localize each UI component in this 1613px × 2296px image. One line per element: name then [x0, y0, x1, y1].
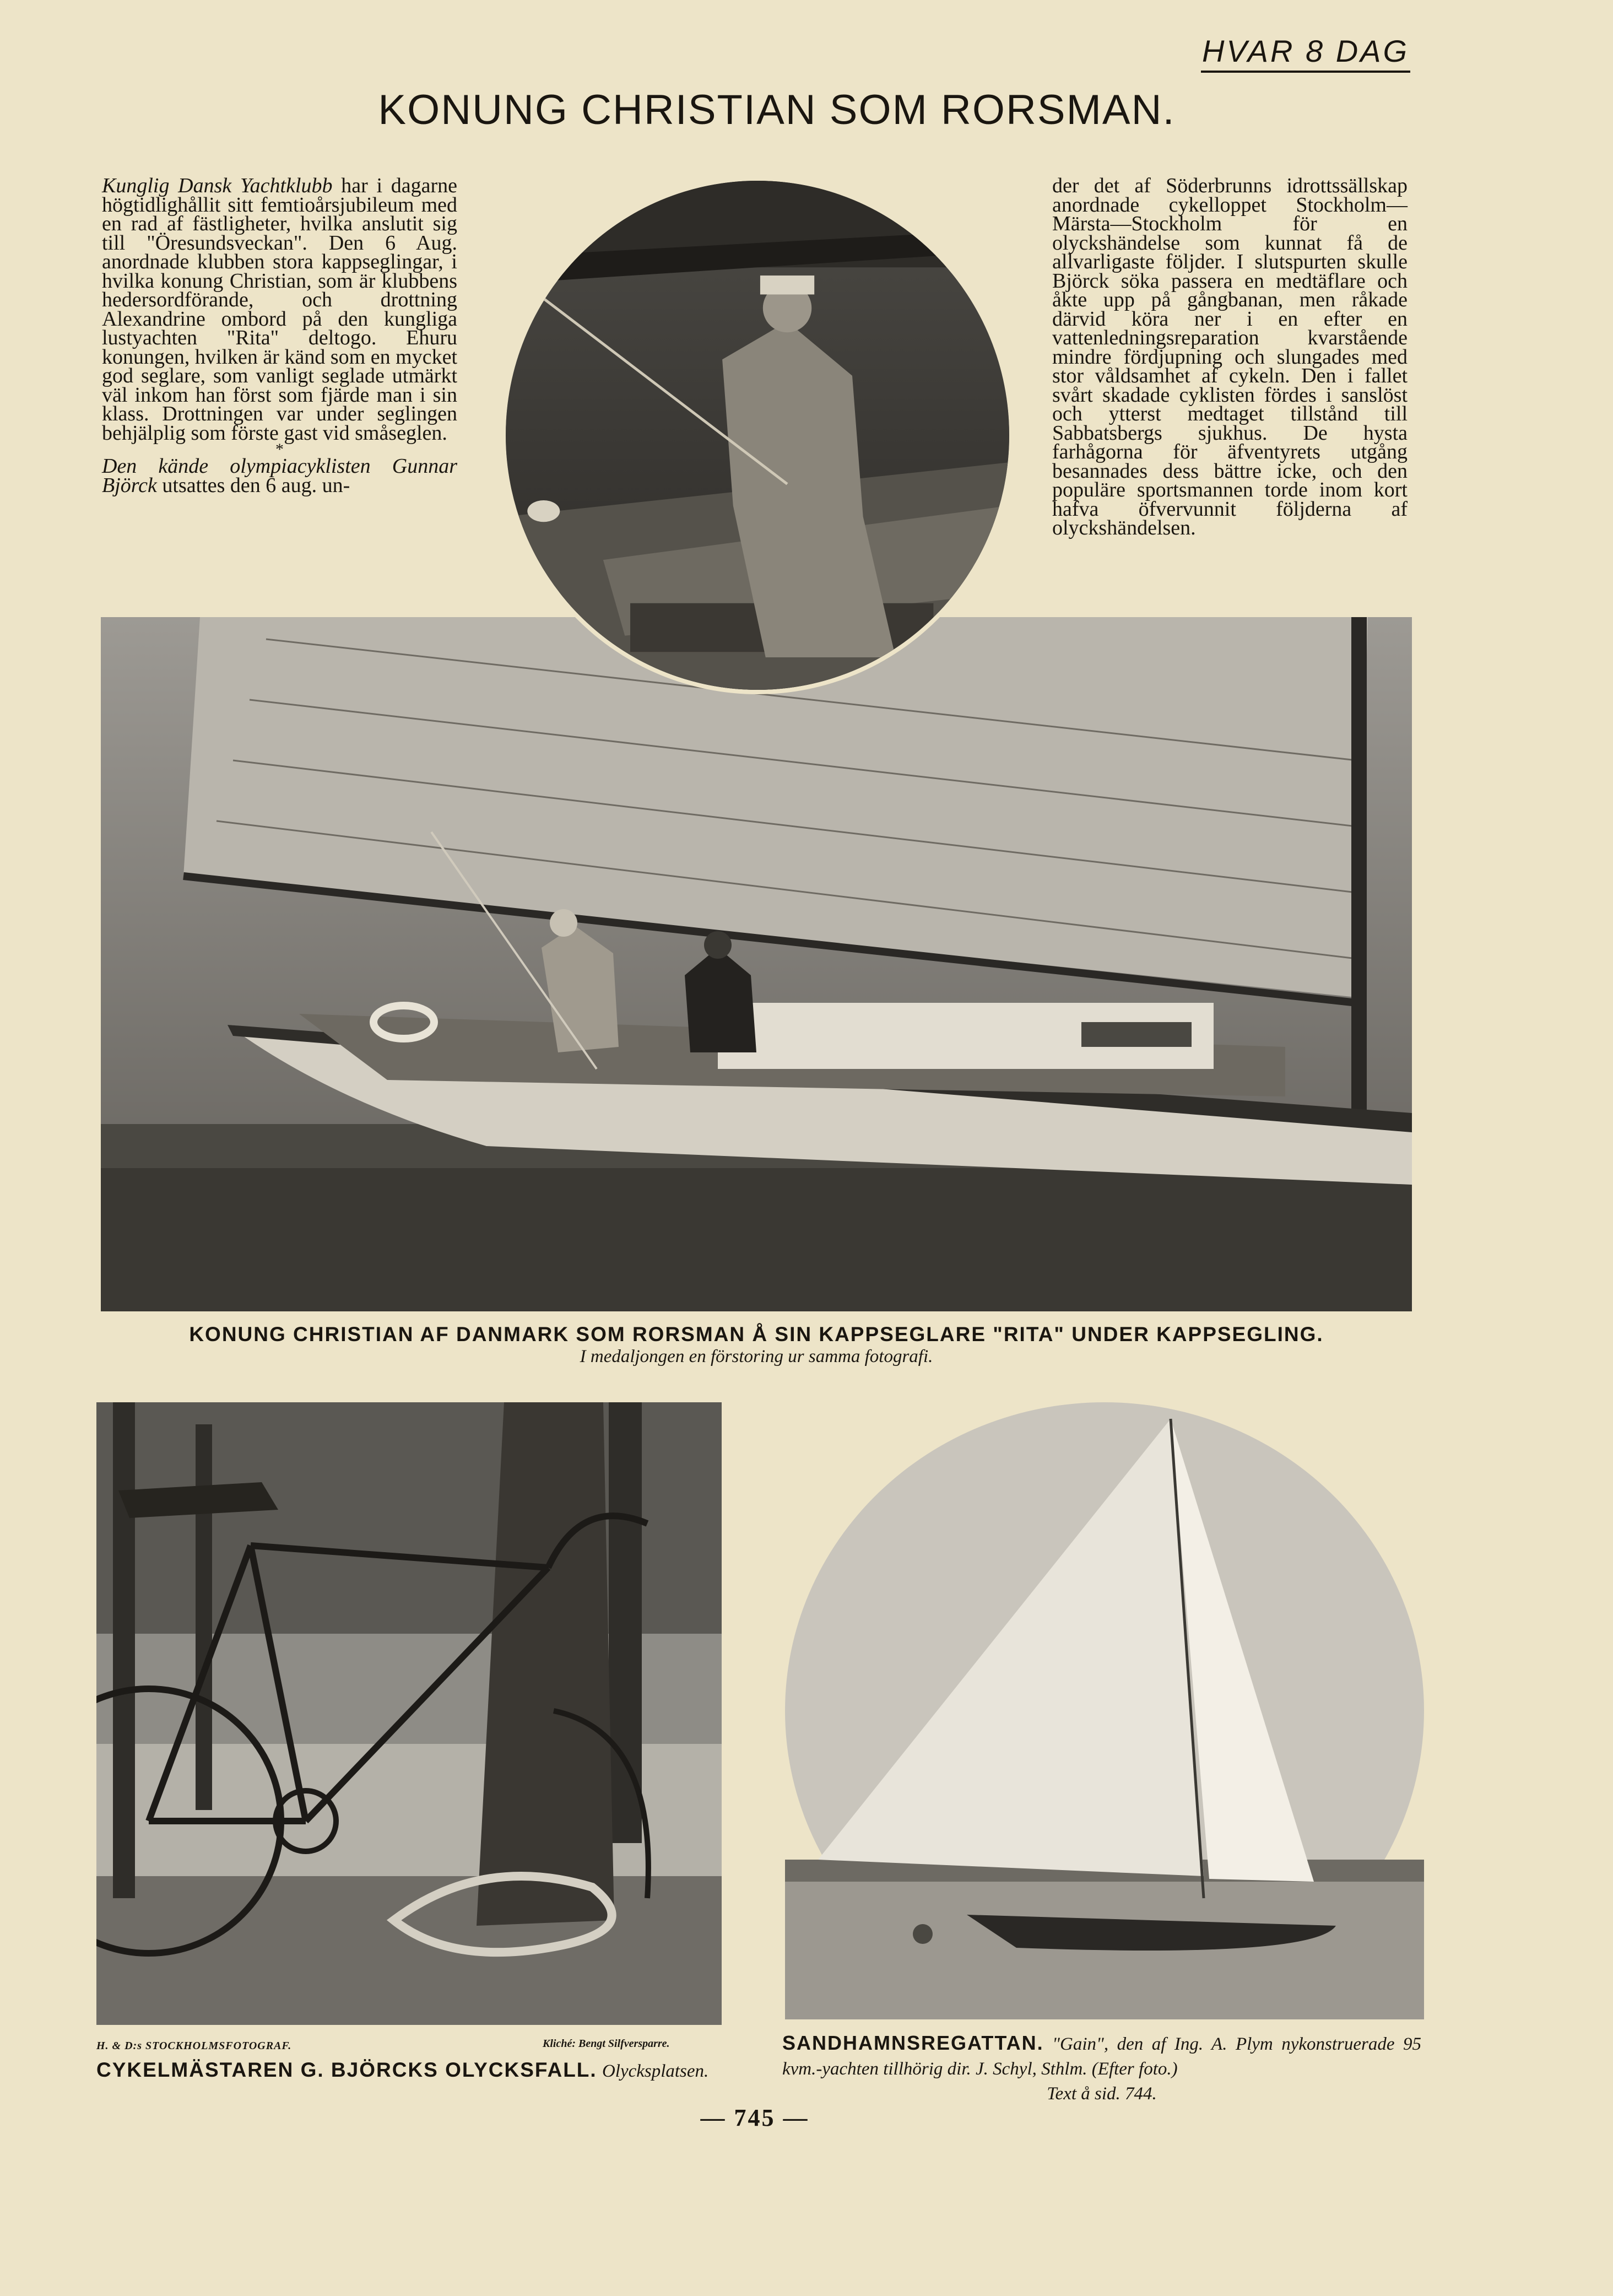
bicycle-image	[96, 1402, 722, 2025]
sailboat-image	[785, 1402, 1424, 2025]
medallion-image	[506, 181, 1009, 690]
article-paragraph-2	[102, 457, 457, 495]
article-lead-1: Kunglig Dansk Yachtklubb	[102, 174, 333, 197]
main-photo-caption: KONUNG CHRISTIAN AF DANMARK SOM RORSMAN Å SIN KAPPSEGLARE "RITA" UNDER KAPPSEGLING.	[189, 1323, 1324, 1346]
bicycle-caption-title: CYKELMÄSTAREN G. BJÖRCKS OLYCKSFALL.	[96, 2059, 597, 2081]
sailboat-photo	[785, 1402, 1424, 2025]
article-continuation: der det af Söderbrunns idrottssällskap anordnade cykelloppet Stockholm—Märsta—Stockholm för en olyckshändelse som kunnat få de allvarligaste följder. I slutspurten skulle Björck söka passera en medtäflare och åkte upp på gångbanan, men råkade därvid köra ner i en efter en vattenledningsreparation kvarstående mindre fördjupning och slungades med stor våldsamhet af cykeln. Den i fallet svårt skadade cyklisten fördes i sanslöst och ytterst medtaget tillstånd till Sabbatsbergs sjukhus. De hysta farhågorna för äfventyrets utgång besannades dess bättre icke, och den populäre sportsmannen torde inom kort hafva öfvervunnit följderna af olyckshändelsen.	[1052, 174, 1408, 539]
sailboat-caption-reference: Text å sid. 744.	[1047, 2084, 1157, 2104]
article-paragraph-1	[102, 174, 457, 445]
bicycle-caption	[96, 2058, 735, 2083]
medallion-photo	[501, 176, 1014, 694]
page-title: KONUNG CHRISTIAN SOM RORSMAN.	[378, 87, 1176, 133]
sailboat-caption-text: "Gain", den af Ing. A. Plym nykonstruerade 95 kvm.-yachten tillhörig dir. J. Schyl, Sthlm.	[782, 2034, 1422, 2079]
sailboat-caption-credit: (Efter foto.)	[1091, 2059, 1178, 2079]
article-text-1: har i dagarne högtidlighållit sitt femtioårsjubileum med en rad af fästligheter, hvilka anslutit sig till "Öresundsveckan". Den 6 Aug. anordnade klubben stora kappseglingar, i hvilka konung Christian, som är klubbens hedersordförande, och drottning Alexandrine ombord på den kungliga lustyachten "Rita" deltogo. Ehuru konungen, hvilken är känd som en mycket god seglare, som vanligt seglade utmärkt väl inkom han först som fjärde man i sin klass. Drottningen var under seglingen behjälplig som förste gast vid småseglen.	[102, 174, 457, 445]
main-photo	[101, 617, 1412, 1311]
bicycle-photo	[96, 1402, 722, 2025]
article-separator: *	[275, 440, 284, 458]
bicycle-cliche-credit: Kliché: Bengt Silfversparre.	[543, 2038, 670, 2050]
sailboat-caption	[782, 2030, 1421, 2106]
main-image	[101, 617, 1412, 1311]
masthead: HVAR 8 DAG	[1201, 32, 1410, 73]
article-column-left	[102, 176, 457, 495]
bicycle-caption-subtitle: Olycksplatsen.	[602, 2061, 709, 2081]
article-lead-2: Den kände olympiacyklisten Gunnar Björck	[102, 455, 457, 497]
main-photo-subcaption: I medaljongen en förstoring ur samma fotografi.	[580, 1347, 933, 1366]
article-column-right	[1052, 176, 1408, 538]
bicycle-photo-credit: H. & D:s STOCKHOLMSFOTOGRAF.	[96, 2040, 292, 2052]
sailboat-caption-title: SANDHAMNSREGATTAN.	[782, 2032, 1044, 2054]
article-text-2: utsattes den 6 aug. un-	[156, 473, 350, 497]
page-number: — 745 —	[700, 2104, 809, 2131]
